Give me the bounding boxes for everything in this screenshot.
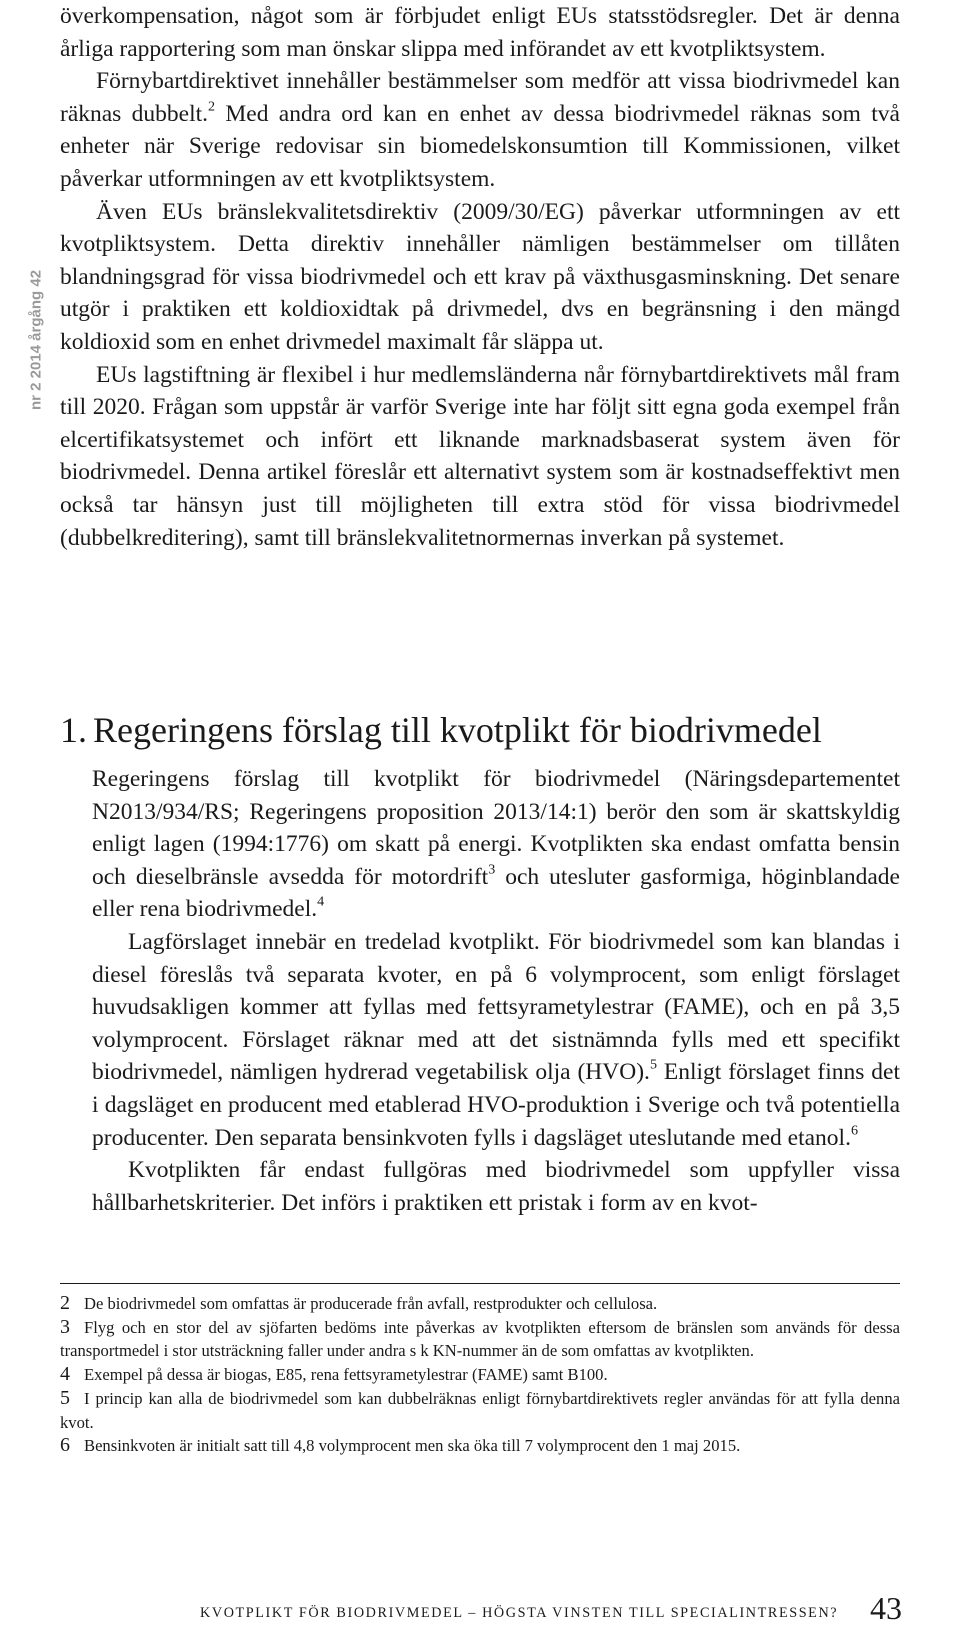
footnote-number: 6	[60, 1434, 70, 1457]
paragraph-text: Lagförslaget innebär en tredelad kvotplikt. För biodrivmedel som kan blandas i diesel föreslås två separata kvoter, en på 6 volymprocent, som enligt förslaget huvudsakligen kommer att fyllas med fettsyrametylestrar (FAME), och en på 3,5 volymprocent. Förslaget räknar med att det sistnämnda fylls med ett specifikt biodrivmedel, nämligen hydrerad vegetabilisk olja (HVO).	[92, 928, 900, 1086]
footnote-text: Bensinkvoten är initialt satt till 4,8 volymprocent men ska öka till 7 volymprocent den 1 maj 2015.	[84, 1436, 741, 1456]
footnote	[60, 1292, 900, 1316]
footnote-ref: 5	[649, 1056, 657, 1073]
paragraph-text: Även EUs bränslekvalitetsdirektiv (2009/30/EG) påverkar utformningen av ett kvotpliktsystem. Detta direktiv innehåller nämligen bestämmelser om tillåten blandningsgrad för vissa biodrivmedel och ett krav på växthusgasminskning. Det senare utgör i praktiken ett koldioxidtak på drivmedel, dvs en begränsning i den mängd koldioxid som en enhet drivmedel maximalt får släppa ut.	[60, 198, 900, 355]
footnote-divider	[60, 1283, 900, 1284]
paragraph	[92, 763, 900, 926]
paragraph	[60, 359, 900, 555]
footnote-text: I princip kan alla de biodrivmedel som kan dubbelräknas enligt förnybartdirektivets regler användas för att fylla denna kvot.	[60, 1388, 900, 1432]
paragraph-text: Med andra ord kan en enhet av dessa biodrivmedel räknas som två enheter när Sverige redovisar sin biomedelskonsumtion till Kommissionen, vilket påverkar utformningen av ett kvotpliktsystem.	[60, 100, 900, 192]
journal-issue-text: nr 2 2014 årgång 42	[27, 269, 45, 411]
paragraph-text: Kvotplikten får endast fullgöras med biodrivmedel som uppfyller vissa hållbarhetskriterier. Det införs i praktiken ett pristak i form av en kvot-	[92, 1157, 900, 1216]
section-heading	[60, 700, 900, 760]
footnote-ref: 6	[850, 1121, 858, 1138]
footnote-ref: 3	[488, 861, 496, 878]
footnote-ref: 4	[317, 893, 325, 910]
footnote-number: 2	[60, 1292, 70, 1314]
footnote-text: De biodrivmedel som omfattas är producerade från avfall, restprodukter och cellulosa.	[84, 1294, 658, 1313]
journal-issue-label	[10, 240, 62, 440]
section-body	[92, 763, 900, 1219]
footnote-number: 5	[60, 1386, 70, 1409]
paragraph	[60, 65, 900, 195]
paragraph-text: Förnybartdirektivet innehåller bestämmelser som medför att vissa biodrivmedel kan räknas dubbelt.	[60, 68, 900, 127]
paragraph-text: Regeringens förslag till kvotplikt för biodrivmedel (Näringsdepartementet N2013/934/RS; Regeringens proposition 2013/14:1) berör den som är skattskyldig enligt lagen (1994:1776) om skatt på energi. Kvotplikten ska endast omfatta bensin och dieselbränsle avsedda för motordrift	[92, 766, 900, 890]
paragraph	[92, 1154, 900, 1219]
footnote	[60, 1363, 900, 1387]
paragraph-text: Enligt förslaget finns det i dagsläget en producent med etablerad HVO-produktion i Sverige och två potentiella producenter. Den separata bensinkvoten fylls i dagsläget uteslutande med etanol.	[92, 1059, 900, 1151]
footnote	[60, 1387, 900, 1434]
footnote-ref: 2	[208, 98, 216, 115]
footnote-list	[60, 1292, 900, 1458]
footnote-text: Exempel på dessa är biogas, E85, rena fettsyrametylestrar (FAME) samt B100.	[84, 1365, 608, 1385]
section-number: 1.	[60, 710, 87, 750]
paragraph-text: överkompensation, något som är förbjudet enligt EUs statsstödsregler. Det är denna årliga rapportering som man önskar slippa med införandet av ett kvotpliktsystem.	[60, 3, 900, 62]
paragraph-text: EUs lagstiftning är flexibel i hur medlemsländerna når förnybartdirektivets mål fram till 2020. Frågan som uppstår är varför Sverige inte har följt sitt egna goda exempel från elcertifikatsystemet och infört ett liknande marknadsbaserat system även för biodrivmedel. Denna artikel föreslår ett alternativt system som är kostnadseffektivt men också tar hänsyn just till möjligheten till extra stöd för vissa biodrivmedel (dubbelkreditering), samt till bränslekvalitetnormernas inverkan på systemet.	[60, 361, 900, 551]
paragraph	[92, 926, 900, 1154]
page-number: 43	[870, 1590, 902, 1626]
paragraph	[60, 196, 900, 359]
footnote-text: Flyg och en stor del av sjöfarten bedöms inte påverkas av kvotplikten eftersom de bränslen som används för dessa transportmedel i stor utsträckning faller under andra s k KN-nummer än de som omfattas av kvotplikten.	[60, 1317, 900, 1361]
footnote	[60, 1316, 900, 1363]
paragraph-text: och utesluter gasformiga, höginblandade eller rena biodrivmedel.	[92, 863, 900, 923]
article-body-intro	[60, 0, 900, 554]
footnote-number: 4	[60, 1363, 70, 1386]
running-footer: KVOTPLIKT FÖR BIODRIVMEDEL – HÖGSTA VINSTEN TILL SPECIALINTRESSEN?	[200, 1605, 839, 1621]
footnote	[60, 1434, 900, 1458]
footnote-number: 3	[60, 1315, 70, 1338]
paragraph	[60, 0, 900, 65]
section-title: Regeringens förslag till kvotplikt för biodrivmedel	[93, 710, 822, 750]
